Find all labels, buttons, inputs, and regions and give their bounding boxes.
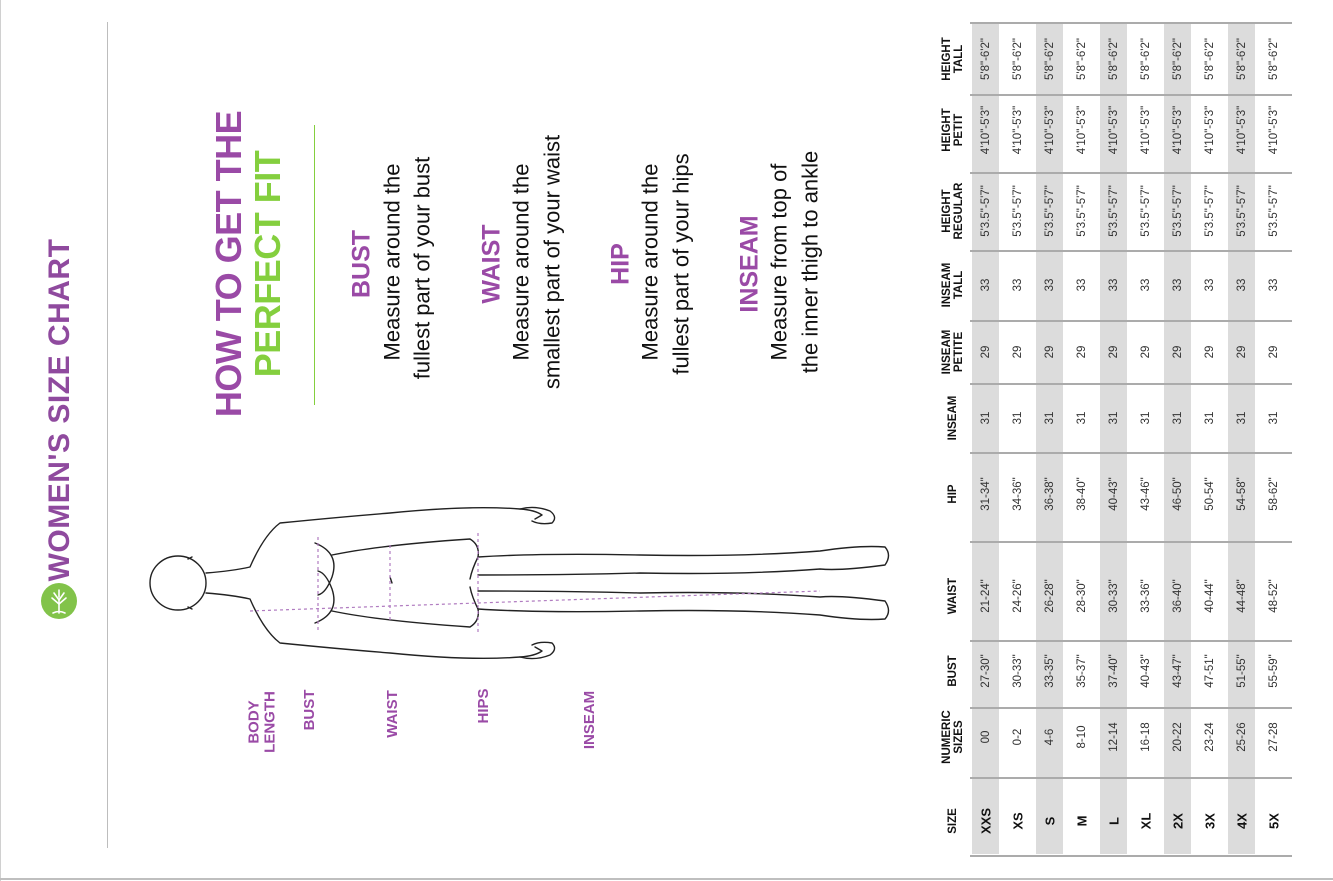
column-rule	[970, 94, 1292, 96]
label-body-length-1: BODY	[245, 700, 263, 744]
table-cell: 4'10"-5'3"	[1268, 105, 1280, 155]
table-cell: 44-48"	[1236, 579, 1248, 613]
table-cell: 27-30"	[980, 654, 992, 688]
table-cell: 29	[1236, 345, 1248, 359]
size-cell: 2X	[1170, 813, 1186, 829]
column-rule	[970, 172, 1292, 174]
table-cell: 36-38"	[1044, 477, 1056, 511]
fit-heading-rule	[314, 125, 315, 405]
column-header-line: HEIGHT	[940, 37, 953, 81]
table-cell: 4'10"-5'3"	[1012, 105, 1024, 155]
table-cell: 43-46"	[1140, 477, 1152, 511]
column-header-line: HEIGHT	[940, 108, 953, 152]
table-cell: 33-35"	[1044, 654, 1056, 688]
column-header	[947, 396, 959, 441]
inseam-section-title: INSEAM	[735, 215, 764, 313]
column-header-line: SIZE	[946, 808, 959, 834]
table-cell: 25-26	[1236, 722, 1248, 752]
column-header	[941, 183, 965, 240]
body-outline-icon	[140, 495, 900, 675]
table-cell: 5'8"-6'2"	[1204, 38, 1216, 80]
size-cell: XXS	[978, 807, 994, 835]
size-cell: 5X	[1266, 813, 1282, 829]
table-cell: 31	[1172, 411, 1184, 425]
table-cell: 37-40"	[1108, 654, 1120, 688]
column-header-line: INSEAM	[946, 395, 959, 441]
size-cell: 3X	[1202, 813, 1218, 829]
column-rule	[970, 541, 1292, 543]
table-cell: 4'10"-5'3"	[1140, 105, 1152, 155]
table-cell: 33	[1204, 278, 1216, 292]
column-header-line: PETIT	[953, 113, 965, 147]
fit-heading-line1: HOW TO GET THE	[208, 110, 249, 418]
table-cell: 16-18	[1140, 722, 1152, 752]
table-cell: 28-30"	[1076, 579, 1088, 613]
table-cell: 30-33"	[1108, 579, 1120, 613]
table-cell: 31	[980, 411, 992, 425]
column-rule	[970, 320, 1292, 322]
bust-section-text-2: fullest part of your bust	[409, 156, 435, 380]
column-header-line: SIZES	[953, 720, 965, 754]
column-header-line: HEIGHT	[940, 189, 953, 233]
page-bottom-edge	[0, 878, 1333, 880]
table-cell: 5'3.5"-5'7"	[1172, 185, 1184, 237]
table-cell: 29	[1044, 345, 1056, 359]
table-cell: 4'10"-5'3"	[1204, 105, 1216, 155]
table-cell: 31-34"	[980, 477, 992, 511]
table-cell: 29	[1108, 345, 1120, 359]
column-rule	[970, 640, 1292, 642]
column-header-line: INSEAM	[940, 262, 953, 308]
column-header-line: REGULAR	[953, 182, 965, 240]
table-cell: 33-36"	[1140, 579, 1152, 613]
inseam-section-text-2: the inner thigh to ankle	[797, 150, 823, 374]
hip-section-text-2: fullest part of your hips	[668, 153, 694, 375]
table-cell: 33	[1076, 278, 1088, 292]
column-rule	[970, 452, 1292, 454]
table-cell: 5'3.5"-5'7"	[1044, 185, 1056, 237]
column-header-line: PETITE	[953, 331, 965, 373]
table-cell: 5'3.5"-5'7"	[1076, 185, 1088, 237]
table-cell: 31	[1204, 411, 1216, 425]
size-cell: L	[1106, 817, 1122, 825]
table-cell: 29	[980, 345, 992, 359]
column-rule	[970, 22, 1292, 24]
table-cell: 31	[1012, 411, 1024, 425]
waist-section-text-2: smallest part of your waist	[539, 134, 565, 390]
column-header-line: TALL	[953, 270, 965, 300]
table-cell: 31	[1076, 411, 1088, 425]
column-header	[941, 108, 965, 151]
table-cell: 5'8"-6'2"	[1044, 38, 1056, 80]
table-cell: 29	[1012, 345, 1024, 359]
table-cell: 4-6	[1044, 728, 1056, 746]
column-header	[947, 655, 959, 686]
column-header-line: TALL	[953, 44, 965, 74]
table-cell: 21-24"	[980, 579, 992, 613]
table-cell: 36-40"	[1172, 579, 1184, 613]
table-cell: 5'3.5"-5'7"	[1204, 185, 1216, 237]
table-cell: 4'10"-5'3"	[1076, 105, 1088, 155]
tree-logo-icon	[40, 582, 78, 620]
table-cell: 33	[1268, 278, 1280, 292]
label-body-length	[246, 691, 278, 753]
column-rule	[970, 777, 1292, 779]
hip-section-title: HIP	[606, 243, 635, 285]
table-cell: 26-28"	[1044, 579, 1056, 613]
table-cell: 40-43"	[1140, 654, 1152, 688]
table-cell: 4'10"-5'3"	[1236, 105, 1248, 155]
table-cell: 38-40"	[1076, 477, 1088, 511]
bust-section-title: BUST	[347, 229, 376, 299]
label-inseam: INSEAM	[581, 690, 599, 750]
label-body-length-2: LENGTH	[261, 691, 278, 753]
table-cell: 55-59"	[1268, 654, 1280, 688]
column-header	[941, 330, 965, 375]
size-cell: S	[1042, 816, 1058, 826]
table-cell: 46-50"	[1172, 477, 1184, 511]
column-header	[941, 263, 965, 308]
table-cell: 5'3.5"-5'7"	[1012, 185, 1024, 237]
table-cell: 31	[1236, 411, 1248, 425]
table-cell: 5'8"-6'2"	[1172, 38, 1184, 80]
table-cell: 5'3.5"-5'7"	[1236, 185, 1248, 237]
size-cell: XL	[1138, 812, 1154, 830]
size-cell: M	[1074, 815, 1090, 827]
table-cell: 5'8"-6'2"	[1268, 38, 1280, 80]
table-cell: 35-37"	[1076, 654, 1088, 688]
table-cell: 29	[1268, 345, 1280, 359]
label-hips: HIPS	[475, 688, 493, 724]
column-header	[941, 710, 965, 764]
table-cell: 33	[1044, 278, 1056, 292]
label-bust: BUST	[301, 689, 319, 731]
size-cell: 4X	[1234, 813, 1250, 829]
inseam-section-text-1: Measure from top of	[766, 163, 792, 361]
column-header-line: HIP	[946, 484, 959, 504]
table-cell: 20-22	[1172, 722, 1184, 752]
table-cell: 12-14	[1108, 722, 1120, 752]
table-cell: 48-52"	[1268, 579, 1280, 613]
table-cell: 5'8"-6'2"	[1140, 38, 1152, 80]
column-rule	[970, 383, 1292, 385]
table-cell: 8-10	[1076, 725, 1088, 749]
column-rule	[970, 250, 1292, 252]
table-cell: 27-28	[1268, 722, 1280, 752]
table-cell: 34-36"	[1012, 477, 1024, 511]
table-cell: 54-58"	[1236, 477, 1248, 511]
waist-section-text-1: Measure around the	[508, 163, 534, 361]
table-cell: 5'8"-6'2"	[1012, 38, 1024, 80]
column-rule	[970, 855, 1292, 857]
table-cell: 40-44"	[1204, 579, 1216, 613]
table-cell: 33	[1236, 278, 1248, 292]
table-cell: 51-55"	[1236, 654, 1248, 688]
table-cell: 5'8"-6'2"	[1108, 38, 1120, 80]
table-cell: 23-24	[1204, 722, 1216, 752]
table-cell: 33	[1140, 278, 1152, 292]
table-cell: 31	[1108, 411, 1120, 425]
column-header	[947, 808, 959, 834]
hip-section-text-1: Measure around the	[637, 163, 663, 361]
table-cell: 33	[980, 278, 992, 292]
column-header	[941, 37, 965, 80]
column-header-line: INSEAM	[940, 329, 953, 375]
table-cell: 4'10"-5'3"	[980, 105, 992, 155]
table-cell: 33	[1108, 278, 1120, 292]
table-cell: 5'8"-6'2"	[980, 38, 992, 80]
table-cell: 5'3.5"-5'7"	[1268, 185, 1280, 237]
label-waist: WAIST	[384, 690, 402, 738]
table-cell: 50-54"	[1204, 477, 1216, 511]
table-cell: 29	[1204, 345, 1216, 359]
table-cell: 43-47"	[1172, 654, 1184, 688]
table-cell: 4'10"-5'3"	[1172, 105, 1184, 155]
table-cell: 5'8"-6'2"	[1236, 38, 1248, 80]
table-cell: 4'10"-5'3"	[1044, 105, 1056, 155]
table-cell: 5'3.5"-5'7"	[980, 185, 992, 237]
table-cell: 0-2	[1012, 728, 1024, 746]
table-cell: 30-33"	[1012, 654, 1024, 688]
page-edge	[0, 0, 1, 881]
table-cell: 5'3.5"-5'7"	[1108, 185, 1120, 237]
table-cell: 58-62"	[1268, 477, 1280, 511]
column-rule	[970, 707, 1292, 709]
page-title: WOMEN'S SIZE CHART	[43, 238, 76, 582]
table-cell: 24-26"	[1012, 579, 1024, 613]
table-cell: 5'3.5"-5'7"	[1140, 185, 1152, 237]
bust-section-text-1: Measure around the	[379, 163, 405, 361]
table-cell: 40-43"	[1108, 477, 1120, 511]
fit-heading-line2: PERFECT FIT	[247, 150, 288, 378]
column-header-line: BUST	[946, 655, 959, 687]
size-cell: XS	[1010, 812, 1026, 830]
table-cell: 29	[1172, 345, 1184, 359]
column-header	[947, 578, 959, 614]
table-cell: 4'10"-5'3"	[1108, 105, 1120, 155]
table-cell: 31	[1044, 411, 1056, 425]
waist-section-title: WAIST	[477, 224, 506, 304]
table-cell: 33	[1172, 278, 1184, 292]
table-cell: 00	[980, 730, 992, 744]
table-cell: 29	[1140, 345, 1152, 359]
column-header-line: WAIST	[946, 577, 959, 615]
table-cell: 29	[1076, 345, 1088, 359]
table-cell: 5'8"-6'2"	[1076, 38, 1088, 80]
column-header-line: NUMERIC	[940, 710, 953, 764]
title-divider	[107, 22, 108, 848]
table-cell: 33	[1012, 278, 1024, 292]
table-cell: 31	[1140, 411, 1152, 425]
column-header	[947, 484, 959, 503]
table-cell: 31	[1268, 411, 1280, 425]
table-cell: 47-51"	[1204, 654, 1216, 688]
